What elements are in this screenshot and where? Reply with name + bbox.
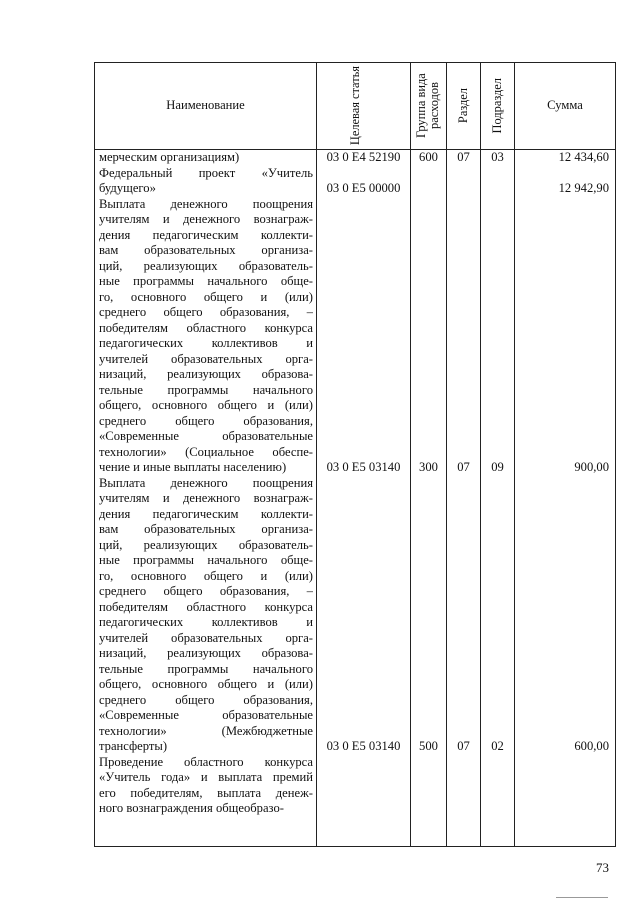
- section-cell: [447, 150, 481, 847]
- name-line: ций, реализующих образователь-: [99, 258, 313, 273]
- sum-value: 12 434,60: [558, 150, 609, 164]
- name-line: чение и иные выплаты населению): [99, 460, 287, 474]
- sum-value: 600,00: [574, 739, 609, 753]
- name-line: го, основного общего и (или): [99, 289, 313, 304]
- name-line: будущего»: [99, 181, 156, 195]
- name-text-block: [99, 150, 313, 817]
- name-line: учителей образовательных орга-: [99, 351, 313, 366]
- target-code: 03 0 E5 03140: [326, 739, 401, 753]
- subsection-code: 02: [491, 739, 504, 753]
- header-name: Наименование: [95, 63, 317, 150]
- name-line: вам образовательных организа-: [99, 243, 313, 257]
- section-code: 07: [457, 739, 470, 753]
- name-line: педагогических коллективов и: [99, 615, 313, 629]
- name-line: дения педагогическим коллекти-: [99, 506, 313, 521]
- name-line: тельные программы начального: [99, 661, 313, 676]
- header-subsection: Подраздел: [481, 63, 515, 150]
- section-code: 07: [457, 150, 470, 164]
- subsection-code: 09: [491, 460, 504, 474]
- header-sum: Сумма: [515, 63, 616, 150]
- budget-table: [94, 62, 616, 847]
- name-line: низаций, реализующих образова-: [99, 367, 313, 381]
- table-body-row: [95, 150, 616, 847]
- sum-value: 900,00: [574, 460, 609, 474]
- name-line: низаций, реализующих образова-: [99, 646, 313, 660]
- name-line: ные программы начального обще-: [99, 553, 313, 567]
- name-line: Федеральный проект «Учитель: [99, 165, 313, 180]
- header-target: Целевая статья: [317, 63, 411, 150]
- header-group: Группа вида расходов: [411, 63, 447, 150]
- section-code: 07: [457, 460, 470, 474]
- target-code: 03 0 E4 52190: [326, 150, 401, 164]
- expense-group: 600: [419, 150, 438, 164]
- name-line: технологии» (Межбюджетные: [99, 723, 313, 738]
- name-line: ного вознаграждения общеобразо-: [99, 801, 284, 815]
- name-line: трансферты): [99, 739, 168, 753]
- name-line: Проведение областного конкурса: [99, 754, 313, 769]
- name-line: общего, основного общего и (или): [99, 677, 313, 691]
- name-line: учителям и денежного вознаграж-: [99, 212, 313, 226]
- name-line: учителям и денежного вознаграж-: [99, 491, 313, 505]
- expense-group: 300: [419, 460, 438, 474]
- name-line: «Современные образовательные: [99, 429, 313, 443]
- name-line: Выплата денежного поощрения: [99, 196, 313, 211]
- footer-divider: [556, 897, 608, 898]
- name-line: ные программы начального обще-: [99, 274, 313, 288]
- subsection-code: 03: [491, 150, 504, 164]
- name-line: среднего общего образования, –: [99, 584, 313, 598]
- subsection-cell: [481, 150, 515, 847]
- name-line: технологии» (Социальное обеспе-: [99, 444, 313, 459]
- name-line: «Современные образовательные: [99, 708, 313, 722]
- name-line: учителей образовательных орга-: [99, 630, 313, 645]
- name-line: вам образовательных организа-: [99, 522, 313, 536]
- name-line: победителям областного конкурса: [99, 599, 313, 614]
- name-line: победителям областного конкурса: [99, 320, 313, 335]
- name-line: Выплата денежного поощрения: [99, 475, 313, 490]
- name-line: дения педагогическим коллекти-: [99, 227, 313, 242]
- name-line: среднего общего образования,: [99, 692, 313, 707]
- name-line: мерческим организациям): [99, 150, 240, 164]
- expense-group: 500: [419, 739, 438, 753]
- header-section: Раздел: [447, 63, 481, 150]
- sum-cell: [515, 150, 616, 847]
- name-line: тельные программы начального: [99, 382, 313, 397]
- name-line: его победителям, выплата денеж-: [99, 785, 313, 800]
- target-cell: [317, 150, 411, 847]
- budget-table-wrapper: [94, 62, 615, 846]
- name-line: го, основного общего и (или): [99, 568, 313, 583]
- name-line: среднего общего образования,: [99, 413, 313, 428]
- sum-value: 12 942,90: [558, 181, 609, 195]
- target-code: 03 0 E5 00000: [326, 181, 401, 195]
- name-line: ций, реализующих образователь-: [99, 537, 313, 552]
- name-line: «Учитель года» и выплата премий: [99, 770, 313, 784]
- target-code: 03 0 E5 03140: [326, 460, 401, 474]
- page-number: 73: [596, 860, 609, 875]
- name-line: педагогических коллективов и: [99, 336, 313, 350]
- name-line: среднего общего образования, –: [99, 305, 313, 319]
- name-line: общего, основного общего и (или): [99, 398, 313, 412]
- name-cell: [95, 150, 317, 847]
- group-cell: [411, 150, 447, 847]
- table-header-row: [95, 63, 616, 150]
